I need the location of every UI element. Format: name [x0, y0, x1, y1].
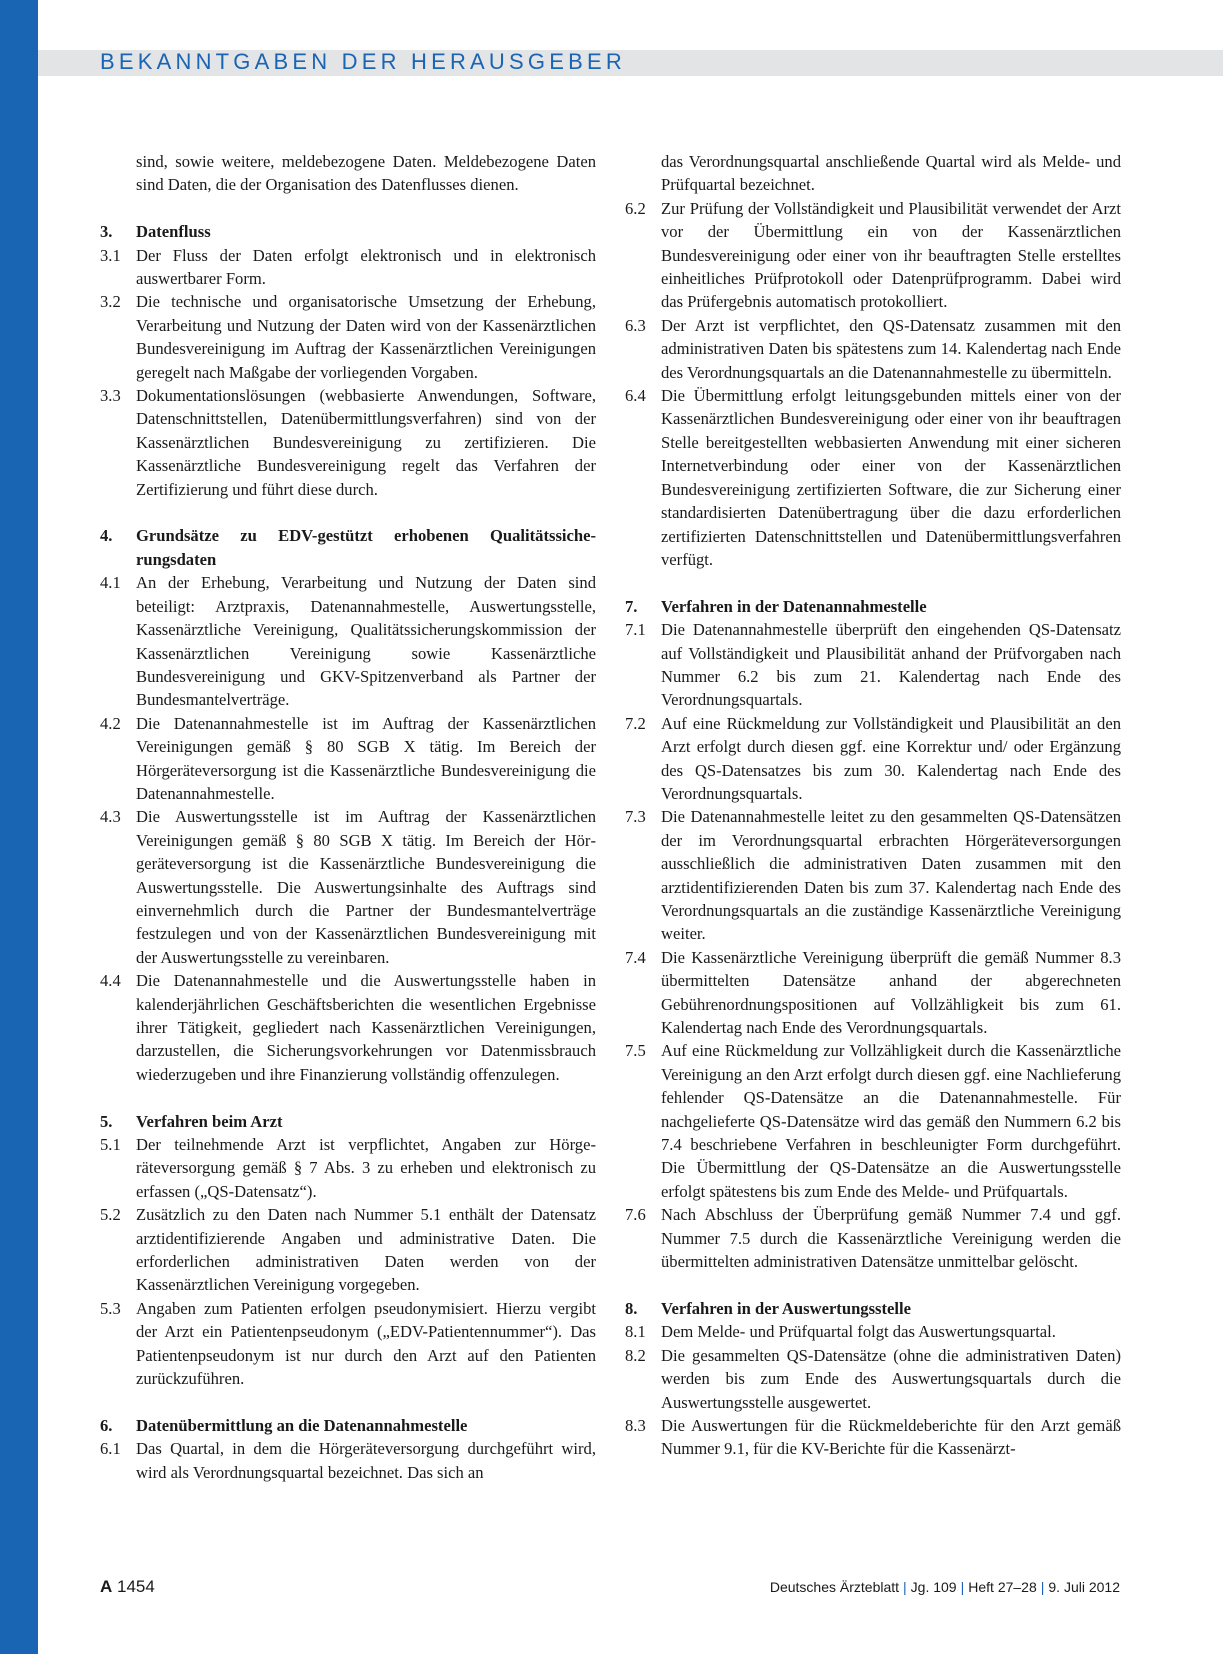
paragraph-gap — [625, 1273, 1121, 1296]
paragraph — [100, 1133, 596, 1203]
paragraph-text: Die Kassenärztliche Vereinigung überprüft die gemäß Nummer 8.3 übermittelten Datensätze anhand der abgerechneten Gebührenordnungspositionen auf Vollzähligkeit bis zum 61. Kalendertag nach Ende des Verordnungsquartals. — [661, 947, 1121, 1038]
paragraph-text: An der Erhebung, Verarbeitung und Nutzung der Daten sind beteiligt: Arztpraxis, Datenannahmestelle, Auswertungsstelle, Kassenärztliche Vereinigung, Qualitätssicherungskommission der Kassenärztlichen Vereinigung sowie Kassenärztliche Bundesvereinigung und GKV-Spitzenverband als Partner der Bundesmantelverträge. — [136, 573, 596, 710]
paragraph-number: 4.1 — [100, 573, 121, 593]
paragraph-text: Auf eine Rückmeldung zur Vollzähligkeit durch die Kassenärztliche Vereinigung an den Arzt erfolgt durch diesen ggf. eine Nachlieferung fehlender QS-Datensätze an die Datenannahmestelle. Für nachgelieferte QS-Datensätze wird das gemäß den Nummern 6.2 bis 7.4 beschriebene Verfahren in beschleunigter Form durchgeführt. Die Übermittlung der QS-Datensätze an die Auswertungsstelle erfolgt spätestens bis zum Ende des Melde- und Prüfquartals. — [661, 1041, 1121, 1201]
journal-date: 9. Juli 2012 — [1048, 1579, 1120, 1595]
paragraph-text: Das Quartal, in dem die Hörgeräteversorgung durchgeführt wird, wird als Verordnungsquartal bezeichnet. Das sich an — [136, 1439, 596, 1482]
paragraph-number: 6.4 — [625, 386, 646, 406]
side-color-bar — [0, 0, 38, 1654]
right-column — [625, 150, 1121, 1461]
page-letter: A — [100, 1577, 113, 1596]
paragraph-text: Die Übermittlung erfolgt leitungsgebunden mittels einer von der Kassenärztlichen Bundesvereinigung oder einer von ihr beauftragen Stelle bereitgestellten webbasierten Anwendung mit einer sicheren Internetverbindung oder einer von der Kassenärztlichen Bundesvereinigung zertifizierten Software, die zur Sicherung einer standardisierten Datenübertragung über die dazu erforderlichen zertifizierten Datenschnittstellen und Datenübermittlungsverfahren verfügt. — [661, 386, 1121, 569]
paragraph — [100, 712, 596, 806]
paragraph-gap — [625, 571, 1121, 594]
paragraph-text: Der Fluss der Daten erfolgt elektronisch und in elektronisch auswertbarer Form. — [136, 245, 596, 289]
paragraph-number: 6.3 — [625, 315, 646, 335]
paragraph-text: Auf eine Rückmeldung zur Vollständigkeit und Plausibilität an den Arzt erfolgt durch diesen ggf. eine Korrektur und/ oder Ergänzung des QS-Datensatzes bis zum 30. Kalendertag nach Ende des Verordnungsquartals. — [661, 713, 1121, 803]
paragraph-text: Datenfluss — [136, 222, 211, 242]
page-number — [100, 1577, 155, 1597]
paragraph-text: Angaben zum Patienten erfolgen pseudonymisiert. Hierzu vergibt der Arzt ein Patientenpseudonym („EDV-Patientennummer“). Das Patientenpseudonym ist nur durch den Arzt auf den Patienten zurückzuführen. — [136, 1298, 596, 1389]
paragraph-number: 4. — [100, 526, 113, 546]
section-heading — [100, 1110, 596, 1133]
journal-volume: Jg. 109 — [910, 1579, 957, 1595]
paragraph — [100, 244, 596, 291]
paragraph — [100, 150, 596, 197]
paragraph — [625, 150, 1121, 197]
paragraph-number: 3.2 — [100, 292, 121, 312]
paragraph-text: Die gesammelten QS-Datensätze (ohne die administrativen Daten) werden bis zum Ende des Auswertungsquartals durch die Auswertungsstelle ausgewertet. — [661, 1345, 1121, 1412]
paragraph-text: Der teilnehmende Arzt ist verpflichtet, Angaben zur Hörgeräteversorgung gemäß § 7 Abs. 3 zu erheben und elektronisch zu erfassen („QS-Datensatz“). — [136, 1135, 596, 1201]
paragraph-text: das Verordnungsquartal anschließende Quartal wird als Melde- und Prüfquartal bezeichnet. — [661, 152, 1121, 195]
paragraph — [100, 571, 596, 711]
left-column — [100, 150, 596, 1484]
paragraph-text: Die Datenannahmestelle überprüft den eingehenden QS-Datensatz auf Vollständigkeit und Plausibilität anhand der Prüfvorgaben nach Nummer 6.2 bis zum 21. Kalendertag nach Ende des Verordnungsquartals. — [661, 620, 1121, 710]
paragraph-gap — [100, 197, 596, 220]
paragraph — [625, 712, 1121, 806]
paragraph-number: 5.2 — [100, 1205, 121, 1225]
paragraph-number: 7.4 — [625, 947, 646, 967]
paragraph-number: 6.2 — [625, 198, 646, 218]
paragraph-number: 8.3 — [625, 1415, 646, 1435]
paragraph-text: Verfahren in der Auswertungsstelle — [661, 1298, 911, 1318]
paragraph-text: Die Auswertungsstelle ist im Auftrag der Kassenärztlichen Vereinigungen gemäß § 80 SGB X tätig. Im Bereich der Hörgeräteversorgung ist die Kassenärztliche Bundesvereinigung die Auswertungsstelle. Die Auswertungsinhalte des Auftrags sind einvernehmlich durch die Partner der Bundesmantelverträge festzulegen und von der Kassenärztlichen Bundesvereinigung mit der Auswertungsstelle zu vereinbaren. — [136, 807, 596, 967]
journal-info — [770, 1579, 1120, 1595]
paragraph-number: 3.3 — [100, 386, 121, 406]
paragraph-number: 8. — [625, 1298, 638, 1318]
paragraph-number: 7. — [625, 596, 638, 616]
paragraph-text: Die technische und organisatorische Umsetzung der Erhebung, Verarbeitung und Nutzung der Daten wird von der Kassenärztlichen Bundesvereinigung im Auftrag der Kassenärztlichen Vereinigungen geregelt nach Maßgabe der vorliegenden Vorgaben. — [136, 292, 596, 382]
paragraph-text: Grundsätze zu EDV-gestützt erhobenen Qualitätssicherungsdaten — [136, 526, 596, 569]
section-heading — [100, 524, 596, 571]
paragraph-number: 8.2 — [625, 1345, 646, 1365]
paragraph-text: Datenübermittlung an die Datenannahmestelle — [136, 1415, 468, 1435]
paragraph-number: 6. — [100, 1415, 113, 1435]
paragraph-number: 4.3 — [100, 807, 121, 827]
section-heading — [100, 220, 596, 243]
journal-issue: Heft 27–28 — [968, 1579, 1037, 1595]
section-heading — [100, 1414, 596, 1437]
section-header-title: BEKANNTGABEN DER HERAUSGEBER — [100, 49, 626, 74]
paragraph — [100, 384, 596, 501]
paragraph-number: 3.1 — [100, 245, 121, 265]
paragraph-number: 5. — [100, 1111, 113, 1131]
paragraph — [100, 1203, 596, 1297]
paragraph — [625, 1414, 1121, 1461]
paragraph-number: 4.2 — [100, 713, 121, 733]
paragraph — [625, 946, 1121, 1040]
paragraph — [625, 618, 1121, 712]
paragraph-text: Dokumentationslösungen (webbasierte Anwendungen, Software, Datenschnittstellen, Datenübermittlungsverfahren) sind von der Kassenärztlichen Bundesvereinigung zu zertifizieren. Die Kassenärztliche Bundesvereinigung regelt das Verfahren der Zertifizierung und führt diese durch. — [136, 386, 596, 499]
paragraph-text: Die Datenannahmestelle leitet zu den gesammelten QS-Datensätzen der im Verordnungsquartal erbrachten Hörgeräteversorgungen ausschließlich die administrativen Daten zusammen mit den arztidentifizierenden Daten bis zum 37. Kalendertag nach Ende des Verordnungsquartals an die zuständige Kassenärztliche Vereinigung weiter. — [661, 807, 1121, 944]
paragraph-number: 7.5 — [625, 1041, 646, 1061]
paragraph — [100, 1437, 596, 1484]
paragraph-number: 5.1 — [100, 1135, 121, 1155]
footer-separator: | — [1040, 1579, 1045, 1595]
paragraph-text: Verfahren beim Arzt — [136, 1111, 283, 1131]
paragraph — [625, 384, 1121, 571]
paragraph-number: 4.4 — [100, 971, 121, 991]
footer-separator: | — [960, 1579, 965, 1595]
paragraph-gap — [100, 1086, 596, 1109]
paragraph — [625, 1320, 1121, 1343]
paragraph-text: Die Datenannahmestelle ist im Auftrag der Kassenärztlichen Vereinigungen gemäß § 80 SGB X tätig. Im Bereich der Hörgeräteversorgung ist die Kassenärztliche Bundesvereinigung die Datenannahmestelle. — [136, 713, 596, 803]
paragraph-number: 6.1 — [100, 1439, 121, 1459]
paragraph-text: Die Auswertungen für die Rückmeldeberichte für den Arzt gemäß Nummer 9.1, für die KV-Berichte für die Kassenärzt- — [661, 1415, 1121, 1459]
paragraph — [100, 290, 596, 384]
paragraph-text: Dem Melde- und Prüfquartal folgt das Auswertungsquartal. — [661, 1322, 1056, 1342]
paragraph-text: Nach Abschluss der Überprüfung gemäß Nummer 7.4 und ggf. Nummer 7.5 durch die Kassenärztliche Vereinigung werden die übermittelten administrativen Datensätze unmittelbar gelöscht. — [661, 1205, 1121, 1272]
paragraph-number: 7.6 — [625, 1205, 646, 1225]
paragraph-number: 7.1 — [625, 620, 646, 640]
section-heading — [625, 1297, 1121, 1320]
paragraph — [625, 1039, 1121, 1203]
paragraph — [625, 197, 1121, 314]
paragraph-text: Zusätzlich zu den Daten nach Nummer 5.1 enthält der Datensatz arztidentifizierende Angaben und administrative Daten. Die erforderlichen administrativen Daten werden von der Kassenärztlichen Vereinigung vorgegeben. — [136, 1205, 596, 1295]
paragraph-number: 5.3 — [100, 1298, 121, 1318]
page-number-value: 1454 — [117, 1577, 155, 1596]
paragraph-text: Der Arzt ist verpflichtet, den QS-Datensatz zusammen mit den administrativen Daten bis spätestens zum 14. Kalendertag nach Ende des Verordnungsquartals an die Datenannahmestelle zu übermitteln. — [661, 315, 1121, 382]
footer-separator: | — [903, 1579, 907, 1595]
paragraph — [625, 805, 1121, 945]
paragraph — [625, 1344, 1121, 1414]
paragraph — [625, 1203, 1121, 1273]
paragraph-gap — [100, 501, 596, 524]
paragraph — [100, 805, 596, 969]
paragraph — [625, 314, 1121, 384]
paragraph-text: sind, sowie weitere, meldebezogene Daten. Meldebezogene Daten sind Daten, die der Organisation des Datenflusses dienen. — [136, 152, 596, 195]
paragraph — [100, 969, 596, 1086]
paragraph-number: 8.1 — [625, 1322, 646, 1342]
section-heading — [625, 595, 1121, 618]
paragraph-text: Verfahren in der Datenannahmestelle — [661, 596, 927, 616]
paragraph — [100, 1297, 596, 1391]
paragraph-number: 7.2 — [625, 713, 646, 733]
paragraph-number: 3. — [100, 222, 113, 242]
paragraph-text: Zur Prüfung der Vollständigkeit und Plausibilität verwendet der Arzt vor der Übermittlung ein von der Kassenärztlichen Bundesvereinigung oder einer von ihr beauftragten Stelle erstelltes einheitliches Prüfprotokoll oder Datenprüfprogramm. Dabei wird das Prüfergebnis automatisch protokolliert. — [661, 198, 1121, 312]
journal-name: Deutsches Ärzteblatt — [769, 1579, 900, 1595]
paragraph-gap — [100, 1390, 596, 1413]
paragraph-text: Die Datenannahmestelle und die Auswertungsstelle haben in kalenderjährlichen Geschäftsberichten die wesentlichen Ergebnisse ihrer Tätigkeit, gegliedert nach Kassenärztlichen Vereinigungen, darzustellen, die Sicherungsvorkehrungen vor Datenmissbrauch wiederzugeben und ihre Finanzierung vollständig offenzulegen. — [136, 971, 596, 1084]
paragraph-number: 7.3 — [625, 807, 646, 827]
